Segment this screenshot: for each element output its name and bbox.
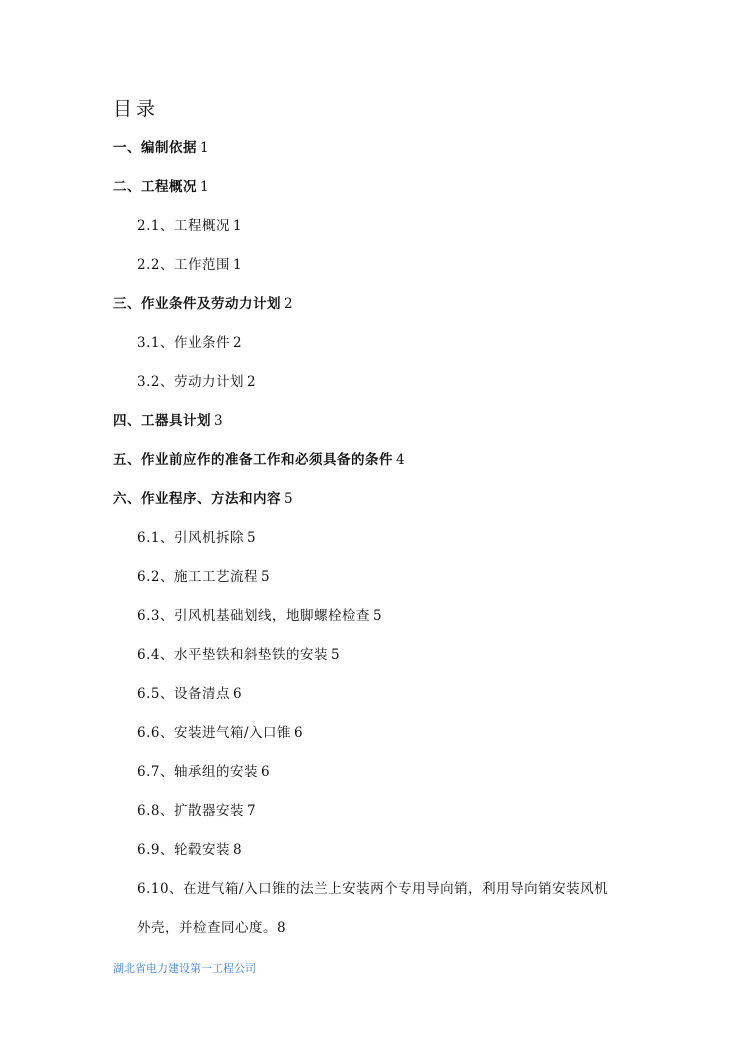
toc-entry-text: 6.6、安装进气箱/入口锥 [137,725,292,741]
toc-entry-text: 二、工程概况 [113,179,197,195]
toc-entry[interactable] [137,763,270,781]
toc-entry-page: 2 [246,374,257,390]
toc-entry-page: 8 [232,842,243,858]
toc-entry[interactable] [137,724,303,742]
toc-entry-text: 3.1、作业条件 [137,335,230,351]
toc-entry-page: 4 [396,452,406,468]
toc-entry[interactable] [137,802,256,820]
toc-entry-text: 6.3、引风机基础划线，地脚螺栓检查 [137,608,370,624]
footer-company: 湖北省电力建设第一工程公司 [113,962,256,975]
toc-entry-page: 1 [232,218,243,234]
toc-entry-text: 四、工器具计划 [113,413,211,429]
toc-entry[interactable] [113,451,405,469]
toc-entry-text: 6.8、扩散器安装 [137,803,244,819]
toc-entry-page: 5 [372,608,383,624]
toc-title: 目录 [113,98,160,120]
toc-entry-text: 3.2、劳动力计划 [137,374,244,390]
toc-entry-page: 3 [214,413,224,429]
toc-entry-page: 7 [246,803,257,819]
toc-entry-page: 1 [232,257,243,273]
toc-entry-text: 2.2、工作范围 [137,257,230,273]
toc-entry[interactable] [137,373,256,391]
toc-entry-page: 2 [232,335,243,351]
toc-entry-text: 一、编制依据 [113,140,197,156]
toc-entry-page: 1 [200,179,210,195]
toc-entry-text: 2.1、工程概况 [137,218,230,234]
toc-entry-text: 6.1、引风机拆除 [137,530,244,546]
toc-entry[interactable] [137,568,270,586]
toc-entry-text: 6.4、水平垫铁和斜垫铁的安装 [137,647,328,663]
toc-entry-text: 五、作业前应作的准备工作和必须具备的条件 [113,452,393,468]
toc-entry[interactable] [137,685,242,703]
toc-entry-page: 5 [246,530,257,546]
toc-entry[interactable] [137,880,611,898]
toc-entry[interactable] [137,334,242,352]
toc-entry-page: 5 [260,569,271,585]
toc-entry-page: 6 [260,764,271,780]
toc-entry[interactable] [137,646,340,664]
toc-entry[interactable] [137,841,242,859]
toc-entry-page: 1 [200,140,210,156]
toc-entry-text: 6.7、轴承组的安装 [137,764,258,780]
toc-entry-page: 6 [232,686,243,702]
toc-entry[interactable] [113,178,209,196]
toc-entry-text: 6.10、在进气箱/入口锥的法兰上安装两个专用导向销，利用导向销安装风机 [137,881,609,897]
toc-entry[interactable] [113,490,293,508]
toc-entry-page: 2 [284,296,294,312]
toc-entry[interactable] [137,256,242,274]
toc-entry-text: 6.5、设备清点 [137,686,230,702]
toc-entry-page: 8 [277,920,287,936]
toc-entry-text: 三、作业条件及劳动力计划 [113,296,281,312]
toc-entry-page: 5 [284,491,294,507]
toc-entry-text: 六、作业程序、方法和内容 [113,491,281,507]
toc-entry[interactable] [137,607,382,625]
toc-entry-text: 外壳，并检查同心度。 [137,920,277,936]
toc-entry-text: 6.2、施工工艺流程 [137,569,258,585]
toc-entry[interactable] [113,295,293,313]
toc-entry[interactable] [113,139,209,157]
toc-entry-continuation[interactable] [137,919,286,937]
toc-entry[interactable] [137,529,256,547]
toc-entry-text: 6.9、轮毂安装 [137,842,230,858]
toc-entry[interactable] [137,217,242,235]
toc-entry[interactable] [113,412,223,430]
toc-entry-page: 5 [330,647,341,663]
toc-entry-page: 6 [294,725,304,741]
